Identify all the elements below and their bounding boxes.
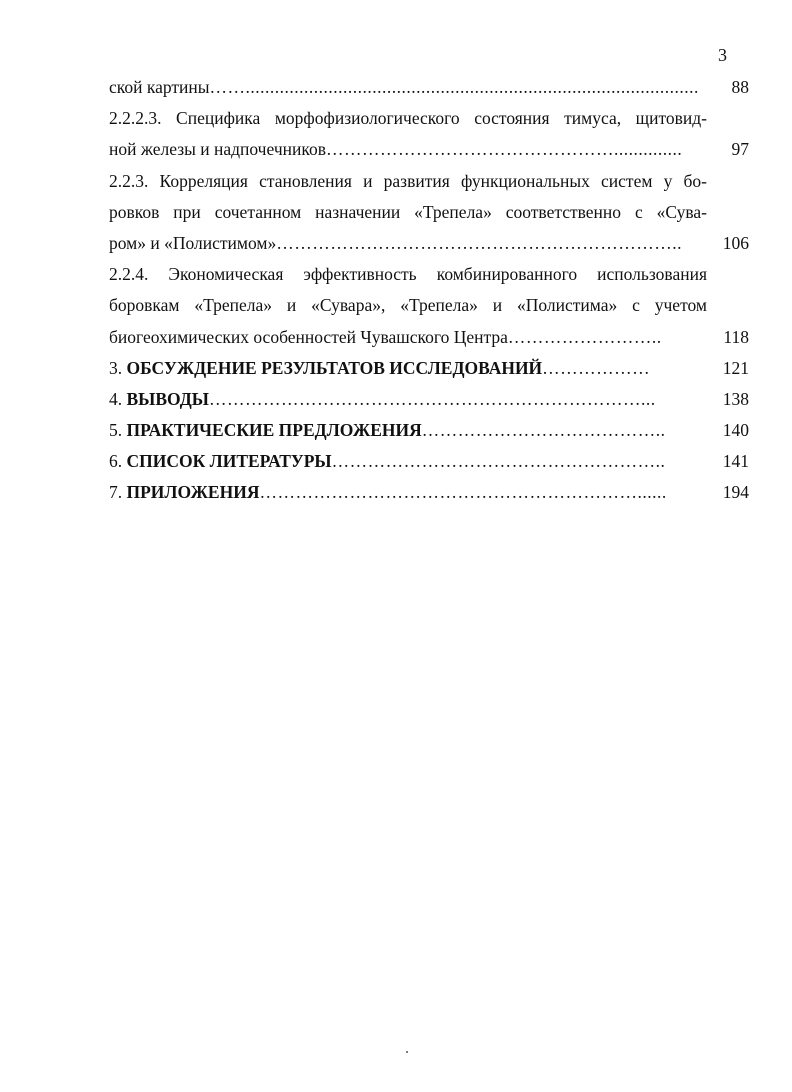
toc-entry-text: 3. <box>109 357 127 378</box>
toc-page-number: 138 <box>722 388 749 409</box>
toc-page-number: 118 <box>723 326 749 347</box>
toc-entry-bold-text: ВЫВОДЫ <box>126 388 209 409</box>
toc-line <box>109 477 749 508</box>
table-of-contents <box>109 72 749 509</box>
toc-line <box>109 322 749 353</box>
toc-page-number: 141 <box>722 451 749 472</box>
toc-line <box>109 446 749 477</box>
toc-leader-dots: …………………….. <box>507 326 662 347</box>
toc-line <box>109 103 749 134</box>
toc-leader-dots: ………………………………….. <box>421 420 666 441</box>
toc-line <box>109 197 749 228</box>
toc-page-number: 121 <box>722 357 749 378</box>
toc-line <box>109 259 749 290</box>
toc-entry-text: биогеохимических особенностей Чувашского Центра <box>109 326 508 347</box>
toc-line <box>109 166 749 197</box>
toc-leader-dots: ……………………………………………….. <box>331 451 666 472</box>
toc-line <box>109 415 749 446</box>
toc-entry-bold-text: ПРАКТИЧЕСКИЕ ПРЕДЛОЖЕНИЯ <box>126 420 422 441</box>
toc-entry-bold-text: ПРИЛОЖЕНИЯ <box>126 482 260 503</box>
toc-leader-dots: ………………………………………….............. <box>325 139 683 160</box>
toc-line <box>109 72 749 103</box>
toc-page-number: 106 <box>722 232 749 253</box>
toc-page-number: 194 <box>722 482 749 503</box>
toc-page-number: 140 <box>722 420 749 441</box>
toc-leader-dots: ………………………………………………………………... <box>209 388 656 409</box>
toc-entry-text: ной железы и надпочечников <box>109 139 326 160</box>
toc-entry-text: 4. <box>109 388 127 409</box>
scan-speck <box>406 1051 408 1053</box>
toc-entry-text: 2.2.4. Экономическая эффективность комбинированного использования <box>109 264 707 285</box>
toc-line <box>109 290 749 321</box>
toc-entry-text: 7. <box>109 482 127 503</box>
toc-leader-dots: ……………… <box>542 357 651 378</box>
toc-page-number: 88 <box>731 77 749 97</box>
toc-line <box>109 353 749 384</box>
toc-line <box>109 384 749 415</box>
toc-entry-bold-text: СПИСОК ЛИТЕРАТУРЫ <box>126 451 332 472</box>
toc-leader-dots: ……............................................................................................. <box>209 77 699 97</box>
toc-entry-text: ром» и «Полистимом» <box>109 232 277 253</box>
toc-entry-text: 6. <box>109 451 127 472</box>
toc-page-number: 97 <box>731 139 749 160</box>
toc-entry-bold-text: ОБСУЖДЕНИЕ РЕЗУЛЬТАТОВ ИССЛЕДОВАНИЙ <box>126 357 543 378</box>
toc-entry-text: ской картины <box>109 77 210 97</box>
toc-leader-dots: ………………………………………………………...... <box>259 482 667 503</box>
toc-line <box>109 134 749 165</box>
toc-line <box>109 228 749 259</box>
toc-leader-dots: ………………………………………………………….. <box>276 232 682 253</box>
page-number: 3 <box>718 45 727 65</box>
toc-entry-text: ровков при сочетанном назначении «Трепела» соответственно с «Сува- <box>109 201 707 222</box>
toc-entry-text: 2.2.3. Корреляция становления и развития функциональных систем у бо- <box>109 170 707 191</box>
toc-entry-text: боровкам «Трепела» и «Сувара», «Трепела» и «Полистима» с учетом <box>109 295 707 316</box>
toc-entry-text: 5. <box>109 420 127 441</box>
toc-entry-text: 2.2.2.3. Специфика морфофизиологического состояния тимуса, щитовид- <box>109 108 707 129</box>
